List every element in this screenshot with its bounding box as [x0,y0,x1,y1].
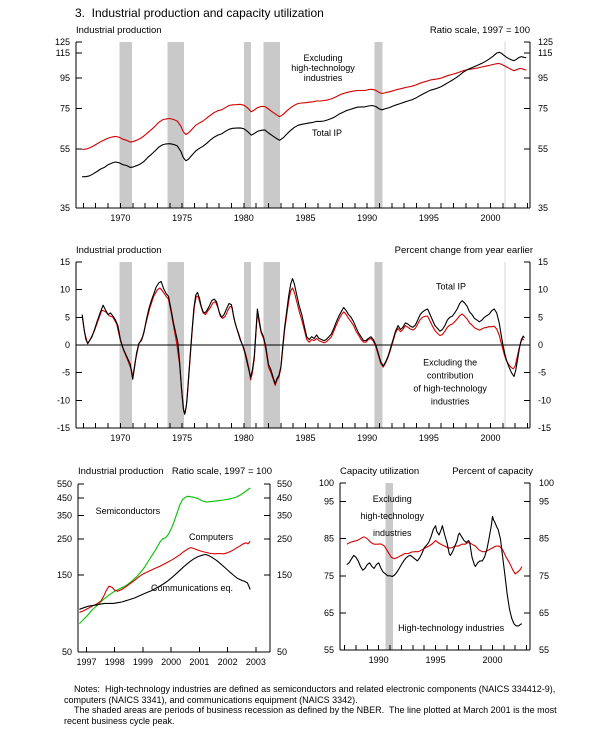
y-tick-label: 550 [277,479,293,489]
y-tick-label: 55 [59,144,70,155]
recession-band [168,42,185,208]
y-tick-label: -10 [56,395,70,406]
figure-notes [64,684,566,726]
chart1-header-left: Industrial production [76,25,162,36]
series-label-high-technology-industries: High-technology industries [398,622,505,633]
y-tick-label: 100 [318,478,334,488]
series-line-excluding-high-technology-industries [347,537,522,574]
recession-band [385,483,393,650]
chart3-header-left: Industrial production [78,466,164,477]
y-tick-label: 125 [54,37,70,47]
notes-paragraph-2: The shaded areas are periods of business recession as defined by the NBER. The line plotted at March 2001 is the most recent business cycle peak. [64,705,560,726]
chart4-header-left: Capacity utilization [340,466,420,477]
chart-industrial-production-0 [55,37,553,223]
x-tick-label: 1998 [104,657,125,667]
x-tick-label: 1997 [76,657,97,667]
x-tick-label: 1980 [233,213,254,223]
x-tick-label: 1970 [110,433,131,443]
x-tick-label: 2000 [161,657,182,667]
chart1-header-right: Ratio scale, 1997 = 100 [429,25,530,36]
y-tick-label: 50 [61,647,72,657]
x-tick-label: 2002 [217,657,238,667]
y-tick-label: 55 [538,144,549,155]
y-tick-label: -5 [538,367,547,378]
y-tick-label: 15 [538,257,549,267]
x-tick-label: 1970 [110,213,131,223]
y-tick-label: 95 [538,72,549,83]
x-tick-label: 1995 [418,433,439,443]
recession-band [263,42,280,208]
series-line-computers [79,541,250,612]
y-tick-label: 5 [538,312,544,323]
series-label-excluding-high-technology-industries: Excluding [303,53,343,64]
y-tick-label: 150 [56,570,72,581]
y-tick-label: 350 [277,510,293,521]
x-tick-label: 2000 [480,433,501,443]
y-tick-label: 0 [64,340,70,350]
y-tick-label: 85 [323,533,334,544]
chart-capacity-utilization-3 [319,478,554,665]
chart-industrial-production-1 [57,257,551,443]
y-tick-label: 55 [539,645,550,655]
recession-band [119,42,131,208]
x-tick-label: 1995 [425,655,446,665]
figure-title: 3. Industrial production and capacity utilization [75,6,324,20]
series-label-excluding-the-contribution-of-high-technology-industries: contribution [426,370,474,381]
y-tick-label: 5 [64,312,70,323]
x-tick-label: 1975 [172,213,193,223]
x-tick-label: 1985 [295,433,316,443]
y-tick-label: 85 [539,533,550,544]
y-tick-label: 75 [539,570,550,581]
y-tick-label: 35 [538,203,549,213]
series-label-excluding-the-contribution-of-high-technology-industries: Excluding the [423,357,478,368]
y-tick-label: 95 [323,496,334,507]
y-tick-label: 65 [323,607,334,618]
y-tick-label: 250 [56,534,72,545]
y-tick-label: 10 [538,284,549,295]
y-tick-label: 450 [56,493,72,504]
x-tick-label: 1999 [132,657,153,667]
y-tick-label: -15 [538,423,552,433]
y-tick-label: 125 [538,37,554,47]
series-label-excluding-high-technology-industries: industries [303,73,343,84]
y-tick-label: -5 [61,367,70,378]
x-tick-label: 1985 [295,213,316,223]
x-tick-label: 2001 [189,657,210,667]
chart-industrial-production-2 [57,479,292,667]
y-tick-label: 75 [323,570,334,581]
y-tick-label: 350 [56,510,72,521]
x-tick-label: 1990 [357,433,378,443]
y-tick-label: 75 [538,103,549,114]
chart3-header-right: Ratio scale, 1997 = 100 [171,466,272,477]
series-label-excluding-high-technology-industries: high-technology [291,63,355,74]
series-label-excluding-high-technology-industries: Excluding [372,494,412,505]
y-tick-label: 65 [539,607,550,618]
series-label-excluding-the-contribution-of-high-technology-industries: industries [430,396,470,407]
series-label-total-ip: Total IP [435,281,467,292]
series-label-excluding-high-technology-industries: industries [372,528,412,539]
recession-band [374,42,382,208]
y-tick-label: 250 [277,534,293,545]
chart2-header-left: Industrial production [76,245,162,256]
x-tick-label: 2000 [480,213,501,223]
series-label-excluding-high-technology-industries: high-technology [360,511,425,522]
x-tick-label: 1975 [172,433,193,443]
y-tick-label: 115 [538,47,553,58]
x-tick-label: 2003 [245,657,266,667]
y-tick-label: 15 [59,257,70,267]
y-tick-label: 10 [59,284,70,295]
chart2-header-right: Percent change from year earlier [394,245,533,256]
y-tick-label: 0 [538,340,544,350]
y-tick-label: 95 [539,496,550,507]
y-tick-label: 55 [323,645,334,655]
y-tick-label: -10 [538,395,552,406]
series-label-semiconductors: Semiconductors [95,506,161,517]
notes-paragraph-1: Notes: High-technology industries are defined as semiconductors and related electronic components (NAICS 334412-9), computers (NAICS 3341), and communications equipment (NAICS 3342). [64,684,558,705]
series-label-excluding-the-contribution-of-high-technology-industries: of high-technology [413,383,487,394]
x-tick-label: 2000 [482,655,503,665]
series-line-communications-eq [79,555,250,610]
y-tick-label: -15 [56,423,70,433]
y-tick-label: 95 [59,72,70,83]
y-tick-label: 100 [539,478,555,488]
y-tick-label: 50 [277,647,288,657]
x-tick-label: 1990 [357,213,378,223]
y-tick-label: 450 [277,493,293,504]
y-tick-label: 150 [277,570,293,581]
series-line-excluding-the-contribution-of-high-technology-industries [82,288,524,413]
series-line-total-ip [82,279,524,415]
chart4-header-right: Percent of capacity [452,466,533,477]
series-label-total-ip: Total IP [312,127,343,138]
y-tick-label: 75 [59,103,70,114]
series-label-computers: Computers [189,531,234,542]
x-tick-label: 1995 [418,213,439,223]
series-label-communications-eq: Communications eq. [151,582,234,593]
recession-band [244,42,251,208]
x-tick-label: 1990 [368,655,389,665]
y-tick-label: 550 [56,479,72,489]
y-tick-label: 35 [59,203,70,213]
y-tick-label: 115 [55,47,70,58]
x-tick-label: 1980 [233,433,254,443]
